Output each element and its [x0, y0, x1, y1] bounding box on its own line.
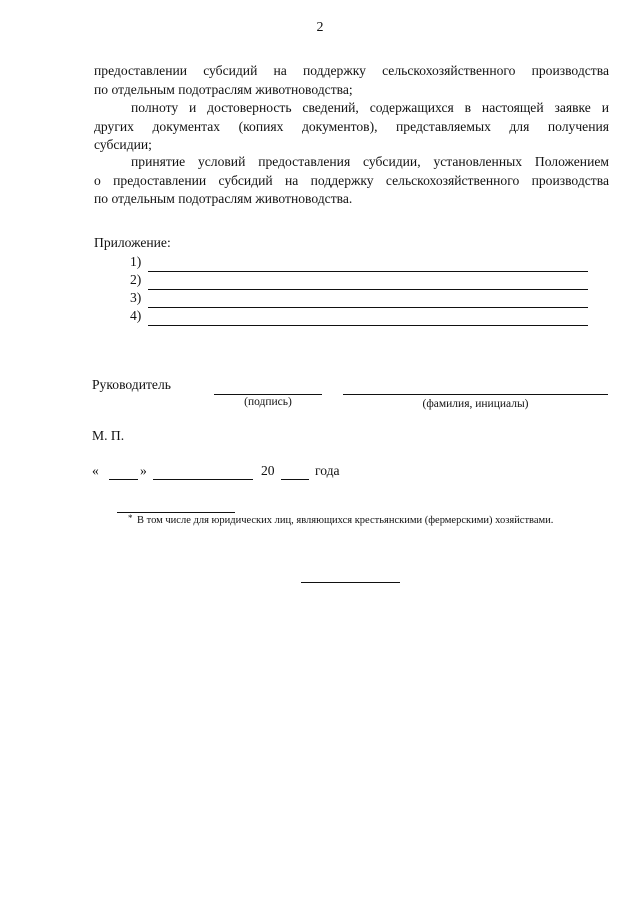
- appendix-item-line[interactable]: [148, 325, 588, 326]
- appendix-item-line[interactable]: [148, 271, 588, 272]
- appendix-item-number: 3): [130, 290, 142, 305]
- date-suffix: года: [315, 463, 340, 478]
- date-open-quote: «: [92, 463, 99, 478]
- footnote-separator: [117, 512, 235, 513]
- name-line[interactable]: [343, 394, 608, 395]
- appendix-item-line[interactable]: [148, 307, 588, 308]
- appendix-item-line[interactable]: [148, 289, 588, 290]
- paragraph-line: полноту и достоверность сведений, содержащихся в настоящей заявке и: [131, 100, 609, 115]
- footnote-text: В том числе для юридических лиц, являющихся крестьянскими (фермерскими) хозяйствами.: [137, 515, 554, 526]
- appendix-item-number: 1): [130, 254, 142, 269]
- paragraph-line: принятие условий предоставления субсидии, установленных Положением: [131, 154, 609, 169]
- footnote-marker: *: [128, 513, 133, 523]
- paragraph-3: [94, 153, 609, 209]
- date-day-line[interactable]: [109, 479, 138, 480]
- paragraph-line: других документах (копиях документов), представляемых для получения: [94, 118, 609, 134]
- name-caption: (фамилия, инициалы): [422, 398, 529, 410]
- paragraph-line: по отдельным подотраслям животноводства.: [94, 191, 353, 206]
- paragraph-line: о предоставлении субсидий на поддержку сельскохозяйственного производства: [94, 172, 609, 188]
- paragraph-1: [94, 62, 609, 99]
- date-year-line[interactable]: [281, 479, 309, 480]
- signature-line[interactable]: [214, 394, 322, 395]
- appendix-item-number: 2): [130, 272, 142, 287]
- paragraph-line: субсидии;: [94, 137, 152, 152]
- appendix-item-number: 4): [130, 308, 142, 323]
- closing-divider: [301, 582, 400, 583]
- appendix-title: Приложение:: [94, 235, 171, 250]
- stamp-label: М. П.: [92, 428, 125, 443]
- paragraph-line: по отдельным подотраслям животноводства;: [94, 81, 353, 97]
- signature-caption: (подпись): [244, 396, 292, 408]
- date-year-prefix: 20: [261, 463, 275, 478]
- signature-role-label: Руководитель: [92, 377, 171, 392]
- date-close-quote: »: [140, 463, 147, 478]
- page-number: 2: [316, 20, 324, 35]
- paragraph-line: предоставлении субсидий на поддержку сельскохозяйственного производства: [94, 63, 609, 78]
- paragraph-2: [94, 99, 609, 155]
- date-month-line[interactable]: [153, 479, 253, 480]
